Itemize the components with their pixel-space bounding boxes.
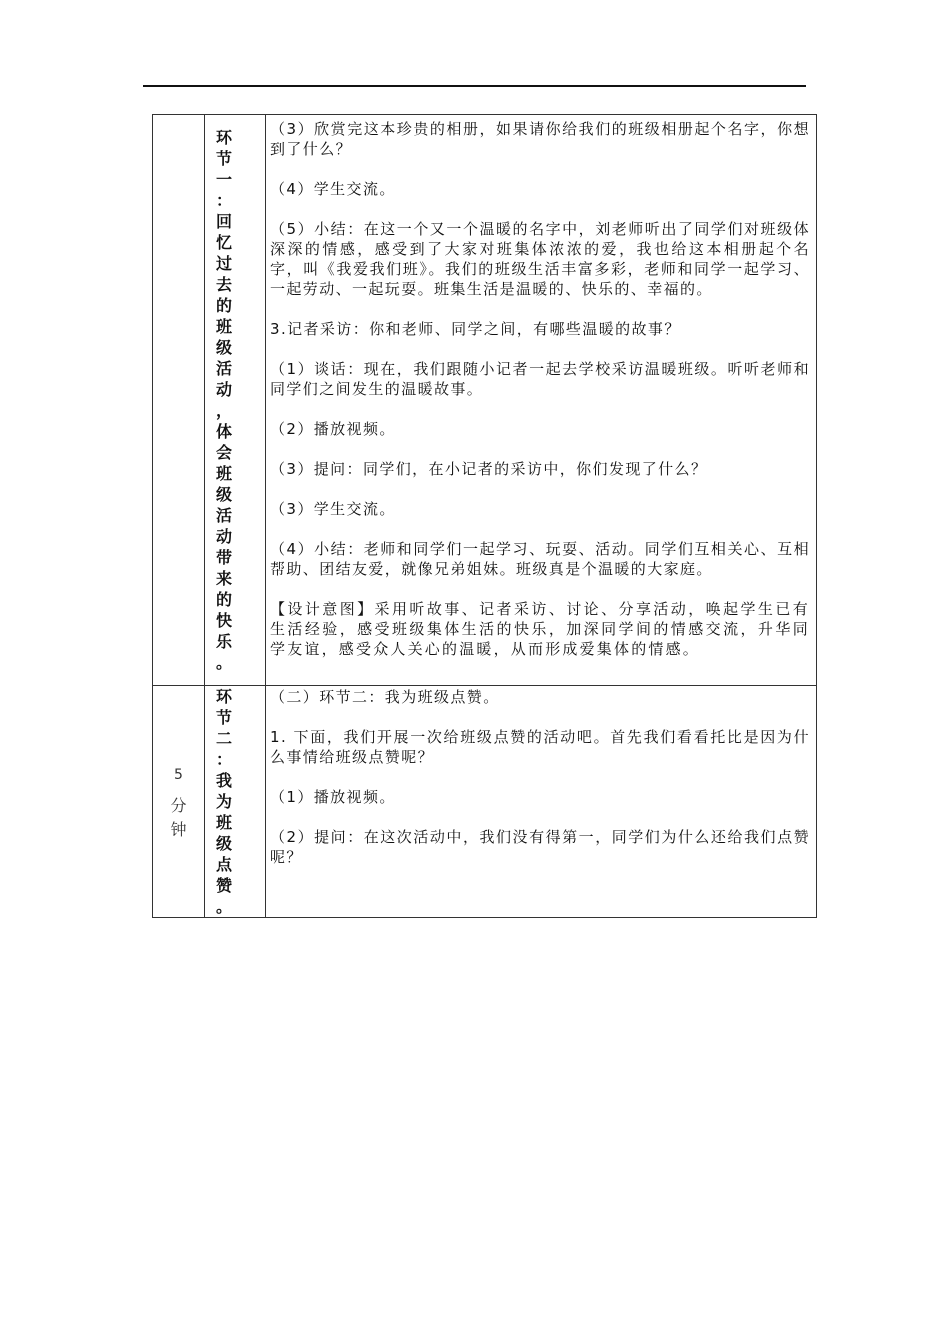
paragraph: （二）环节二：我为班级点赞。 [270, 688, 500, 706]
paragraph: 1. 下面，我们开展一次给班级点赞的活动吧。首先我们看看托比是因为什么事情给班级点赞呢？ [270, 728, 810, 766]
content-cell [266, 686, 817, 918]
table-row [153, 686, 817, 918]
lesson-plan-table [152, 114, 817, 918]
paragraph: （1）播放视频。 [270, 788, 396, 806]
paragraph: （4）学生交流。 [270, 180, 396, 198]
stage-label: 环节一：回忆过去的班级活动，体会班级活动带来的快乐。 [216, 128, 243, 672]
stage-label: 环节二：我为班级点赞。 [216, 687, 243, 916]
stage-label-cell [205, 115, 266, 686]
design-intent: 【设计意图】采用听故事、记者采访、讨论、分享活动，唤起学生已有生活经验，感受班级集体生活的快乐，加深同学间的情感交流，升华同学友谊，感受众人关心的温暖，从而形成爱集体的情感。 [270, 600, 810, 658]
time-number: 5 [174, 766, 183, 783]
table-row [153, 115, 817, 686]
paragraph: （2）播放视频。 [270, 420, 396, 438]
stage-label-cell [205, 686, 266, 918]
time-cell [153, 115, 205, 686]
content-cell [266, 115, 817, 686]
paragraph: （3）欣赏完这本珍贵的相册，如果请你给我们的班级相册起个名字，你想到了什么？ [270, 120, 810, 158]
paragraph: （3）学生交流。 [270, 500, 396, 518]
header-rule [143, 85, 806, 87]
time-cell [153, 686, 205, 918]
paragraph: （5）小结：在这一个又一个温暖的名字中，刘老师听出了同学们对班级体深深的情感，感受到了大家对班集体浓浓的爱，我也给这本相册起个名字，叫《我爱我们班》。我们的班级生活丰富多彩，老师和同学一起学习、一起劳动、一起玩耍。班集生活是温暖的、快乐的、幸福的。 [270, 220, 810, 298]
paragraph: （4）小结：老师和同学们一起学习、玩耍、活动。同学们互相关心、互相帮助、团结友爱，就像兄弟姐妹。班级真是个温暖的大家庭。 [270, 540, 810, 578]
time-unit: 分钟 [170, 795, 187, 839]
paragraph: （2）提问：在这次活动中，我们没有得第一，同学们为什么还给我们点赞呢？ [270, 828, 810, 866]
paragraph: （3）提问：同学们，在小记者的采访中，你们发现了什么？ [270, 460, 708, 478]
paragraph: 3.记者采访：你和老师、同学之间，有哪些温暖的故事？ [270, 320, 681, 338]
paragraph: （1）谈话：现在，我们跟随小记者一起去学校采访温暖班级。听听老师和同学们之间发生的温暖故事。 [270, 360, 810, 398]
